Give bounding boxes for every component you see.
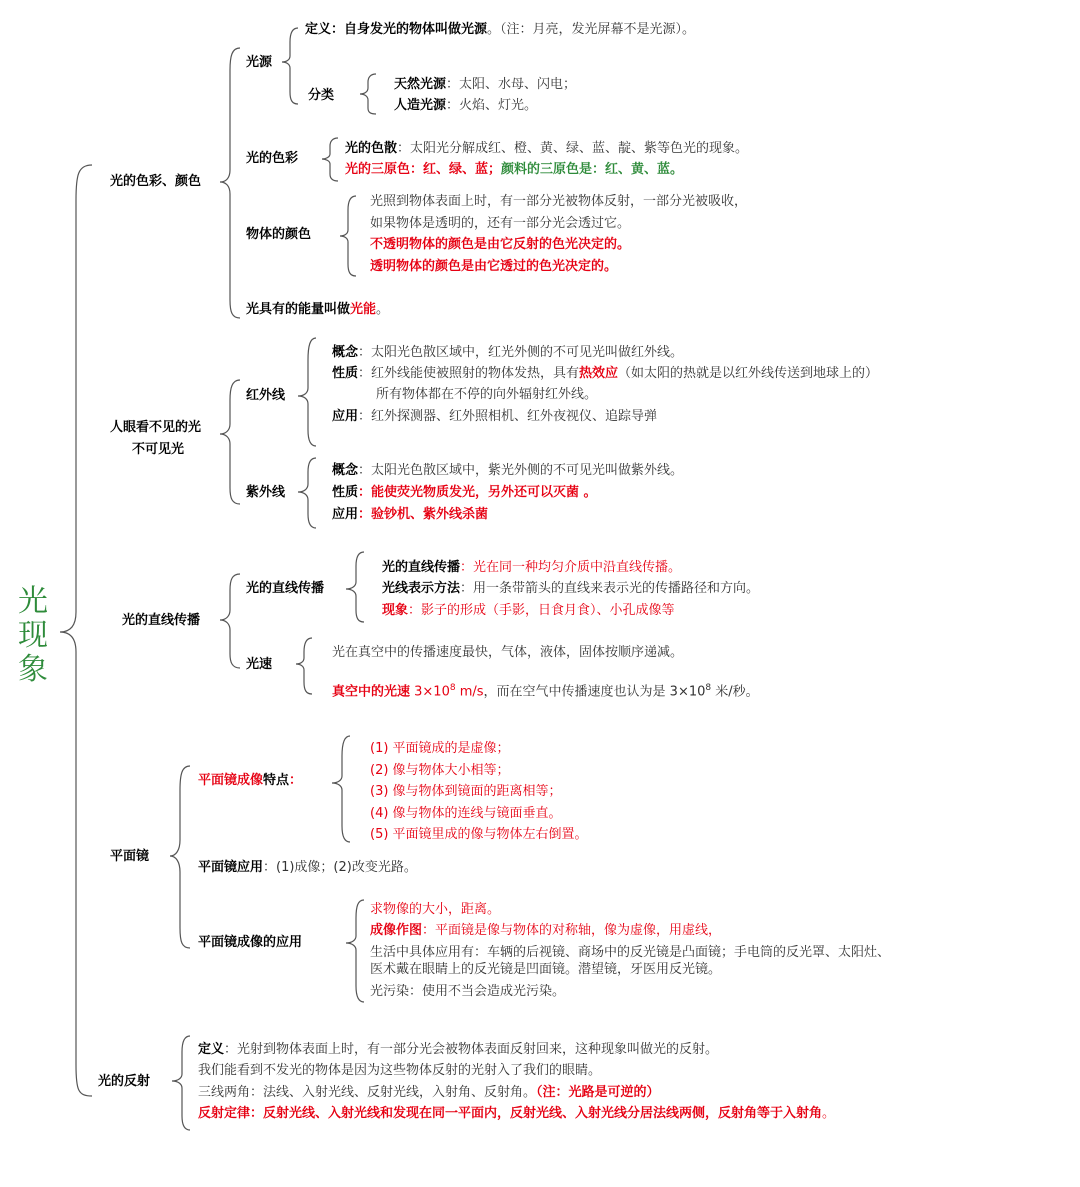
dispersion bbox=[345, 141, 748, 157]
feature-post: 特点 bbox=[263, 773, 290, 788]
use-val: ：(1)成像；(2)改变光路。 bbox=[263, 860, 417, 875]
reflect-label: 光的反射 bbox=[98, 1074, 151, 1089]
prop-line2-key: 光线表示方法 bbox=[382, 581, 461, 596]
energy-key: 光能 bbox=[350, 302, 377, 317]
primary-colors bbox=[345, 162, 683, 178]
reflect-bracket bbox=[172, 1036, 190, 1130]
disp-key: 光的色散 bbox=[345, 141, 398, 156]
title-char: 光 bbox=[18, 584, 48, 619]
app-line4: 医术戴在眼睛上的反光镜是凹面镜。潜望镜，牙医用反光镜。 bbox=[370, 962, 722, 977]
ir-app-key: 应用 bbox=[332, 409, 359, 424]
artificial-source bbox=[394, 98, 537, 114]
feature-item: (5) 平面镜里成的像与物体左右倒置。 bbox=[370, 827, 588, 842]
main-bracket bbox=[60, 165, 92, 1096]
speed-bracket bbox=[296, 638, 312, 694]
energy bbox=[246, 302, 389, 318]
prop-line3-val: ：影子的形成（手影，日食月食）、小孔成像等 bbox=[408, 603, 675, 618]
source-bracket bbox=[282, 28, 298, 104]
object-label: 物体的颜色 bbox=[246, 227, 312, 242]
app-line2-key: 成像作图 bbox=[370, 923, 423, 938]
vac-key: 真空中的光速 bbox=[332, 684, 411, 700]
natural-val: ：太阳、水母、闪电； bbox=[446, 77, 577, 92]
ir-prop-line2: 所有物体都在不停的向外辐射红外线。 bbox=[376, 387, 598, 402]
straight-bracket bbox=[220, 574, 240, 668]
uv-prop-key: 性质 bbox=[332, 485, 359, 500]
uv-concept-val: ：太阳光色散区域中，紫光外侧的不可见光叫做紫外线。 bbox=[358, 463, 684, 478]
uv-prop-val: ：能使荧光物质发光，另外还可以灭菌 。 bbox=[358, 485, 597, 500]
ir-app-val: ：红外探测器、红外照相机、红外夜视仪、追踪导弹 bbox=[358, 409, 658, 424]
app-line1: 求物像的大小，距离。 bbox=[370, 902, 501, 917]
artificial-val: ：火焰、灯光。 bbox=[446, 98, 538, 113]
speed-line1: 光在真空中的传播速度最快，气体，液体，固体按顺序递减。 bbox=[332, 645, 684, 660]
uv-concept bbox=[332, 463, 683, 479]
object-line4: 透明物体的颜色是由它透过的色光决定的。 bbox=[370, 259, 618, 274]
uv-bracket bbox=[298, 458, 316, 528]
class-bracket bbox=[360, 74, 376, 114]
prop-line1-key: 光的直线传播 bbox=[382, 560, 461, 575]
hue-bracket bbox=[322, 138, 338, 181]
prop-line3-key: 现象 bbox=[382, 603, 409, 618]
reflect-def-key: 定义 bbox=[198, 1042, 225, 1057]
reflect-line3-text: 三线两角：法线、入射光线、反射光线，入射角、反射角。 bbox=[198, 1085, 537, 1100]
disp-val: ：太阳光分解成红、橙、黄、绿、蓝、靛、紫等色光的现象。 bbox=[397, 141, 749, 156]
ir-property bbox=[332, 366, 878, 382]
vac-post-end: 米/秒。 bbox=[711, 684, 759, 700]
app-line3: 生活中具体应用有：车辆的后视镜、商场中的反光镜是凸面镜；手电筒的反光罩、太阳灶、 bbox=[370, 945, 891, 960]
feature-item: (3) 像与物体到镜面的距离相等； bbox=[370, 784, 562, 799]
law-key: 反射定律 bbox=[198, 1106, 251, 1121]
uv-app-val: ：验钞机、紫外线杀菌 bbox=[358, 507, 489, 522]
prop-line1-val: ：光在同一种均匀介质中沿直线传播。 bbox=[460, 560, 682, 575]
reflect-line2: 我们能看到不发光的物体是因为这些物体反射的光射入了我们的眼睛。 bbox=[198, 1063, 602, 1078]
mirror-app-label: 平面镜成像的应用 bbox=[198, 935, 303, 950]
ir-bracket bbox=[298, 338, 316, 446]
prop-line3 bbox=[382, 603, 675, 619]
feature-bracket bbox=[332, 736, 350, 842]
prop-line2-val: ：用一条带箭头的直线来表示光的传播路径和方向。 bbox=[460, 581, 760, 596]
vac-post-exp: 8 bbox=[705, 683, 712, 693]
ir-prop-post: （如太阳的热就是以红外线传送到地球上的） bbox=[618, 366, 879, 381]
speed-label: 光速 bbox=[246, 657, 273, 672]
color-label: 光的色彩、颜色 bbox=[110, 174, 202, 189]
energy-pre: 光具有的能量叫做 bbox=[246, 302, 351, 317]
uv-app-key: 应用 bbox=[332, 507, 359, 522]
speed-vacuum bbox=[332, 680, 759, 700]
color-bracket bbox=[220, 48, 240, 318]
ir-concept-val: ：太阳光色散区域中，红光外侧的不可见光叫做红外线。 bbox=[358, 345, 684, 360]
invisible-bracket bbox=[220, 380, 240, 504]
title-char: 象 bbox=[18, 652, 48, 687]
uv-application bbox=[332, 507, 488, 523]
mirror-feature-label bbox=[198, 773, 302, 789]
source-label: 光源 bbox=[246, 55, 273, 70]
law-end: 。 bbox=[822, 1106, 836, 1121]
primary-pigment: 颜料的三原色是：红、黄、蓝。 bbox=[501, 162, 684, 177]
object-bracket bbox=[340, 196, 356, 276]
object-line2: 如果物体是透明的，还有一部分光会透过它。 bbox=[370, 216, 631, 231]
mirror-bracket bbox=[170, 766, 190, 948]
artificial-key: 人造光源 bbox=[394, 98, 447, 113]
title-char: 现 bbox=[18, 618, 48, 653]
ir-concept bbox=[332, 345, 683, 361]
law-val: ：反射光线、入射光线和发现在同一平面内，反射光线、入射光线分居法线两侧，反射角等于入射角 bbox=[250, 1106, 823, 1121]
uv-concept-key: 概念 bbox=[332, 463, 359, 478]
uv-property bbox=[332, 485, 597, 501]
vac-post: ，而在空气中传播速度也认为是 3×10 bbox=[483, 684, 706, 700]
reflect-definition bbox=[198, 1042, 718, 1058]
prop-line2 bbox=[382, 581, 759, 597]
natural-key: 天然光源 bbox=[394, 77, 447, 92]
object-line1: 光照到物体表面上时，有一部分光被物体反射，一部分光被吸收， bbox=[370, 194, 748, 209]
feature-item: (4) 像与物体的连线与镜面垂直。 bbox=[370, 806, 562, 821]
feature-item: (2) 像与物体大小相等； bbox=[370, 763, 510, 778]
app-line2 bbox=[370, 923, 721, 939]
reflect-line3 bbox=[198, 1085, 660, 1101]
prop-bracket bbox=[346, 552, 364, 622]
ir-prop-pre: ：红外线能使被照射的物体发热，具有 bbox=[358, 366, 580, 381]
vac-val: 3×10 bbox=[410, 684, 450, 700]
ir-application bbox=[332, 409, 657, 425]
app-line2-val: ：平面镜是像与物体的对称轴，像为虚像，用虚线， bbox=[422, 923, 722, 938]
app-line5: 光污染：使用不当会造成光污染。 bbox=[370, 984, 566, 999]
mirror-label: 平面镜 bbox=[110, 849, 150, 864]
ir-prop-red: 热效应 bbox=[579, 366, 619, 381]
reflect-law bbox=[198, 1106, 835, 1122]
use-key: 平面镜应用 bbox=[198, 860, 264, 875]
main-title bbox=[16, 585, 50, 687]
vac-unit: m/s bbox=[455, 684, 484, 700]
ir-label: 红外线 bbox=[246, 388, 286, 403]
primary-light: 光的三原色：红、绿、蓝； bbox=[345, 162, 502, 177]
feature-item: (1) 平面镜成的是虚像； bbox=[370, 741, 510, 756]
energy-post: 。 bbox=[376, 302, 390, 317]
prop-label: 光的直线传播 bbox=[246, 581, 325, 596]
prop-line1 bbox=[382, 560, 681, 576]
feature-colon: ： bbox=[289, 773, 303, 788]
ir-prop-key: 性质 bbox=[332, 366, 359, 381]
straight-label: 光的直线传播 bbox=[122, 613, 201, 628]
natural-source bbox=[394, 77, 576, 93]
reflect-line3-note: （注：光路是可逆的） bbox=[536, 1085, 660, 1100]
reflect-def-val: ：光射到物体表面上时，有一部分光会被物体表面反射回来，这种现象叫做光的反射。 bbox=[224, 1042, 719, 1057]
invisible-label2: 不可见光 bbox=[132, 442, 185, 457]
mirror-use bbox=[198, 860, 417, 876]
object-line3: 不透明物体的颜色是由它反射的色光决定的。 bbox=[370, 237, 631, 252]
source-def-key: 定义：自身发光的物体叫做光源 bbox=[305, 22, 488, 37]
vac-exp: 8 bbox=[449, 683, 456, 693]
hue-label: 光的色彩 bbox=[246, 151, 299, 166]
invisible-label1: 人眼看不见的光 bbox=[110, 420, 202, 435]
source-def-note: 。（注：月亮，发光屏幕不是光源）。 bbox=[487, 22, 696, 37]
uv-label: 紫外线 bbox=[246, 485, 286, 500]
ir-concept-key: 概念 bbox=[332, 345, 359, 360]
feature-key: 平面镜成像 bbox=[198, 773, 264, 788]
source-definition bbox=[305, 22, 695, 38]
mirror-app-bracket bbox=[346, 900, 364, 1002]
class-label: 分类 bbox=[308, 88, 335, 103]
